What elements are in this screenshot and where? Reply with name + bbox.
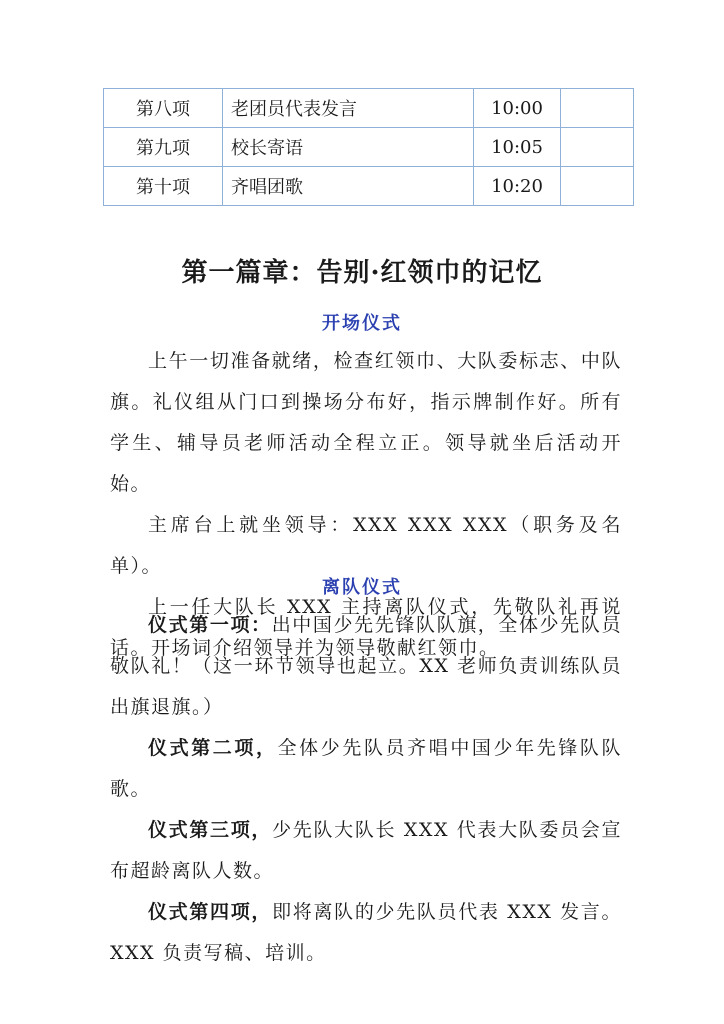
item-note-cell bbox=[561, 167, 634, 206]
ceremony-item-text: 全体少先队员齐唱中国少年先锋队队歌。 bbox=[110, 737, 622, 800]
table-row bbox=[104, 167, 634, 206]
table-row bbox=[104, 128, 634, 167]
ceremony-item bbox=[110, 605, 622, 728]
paragraph: 上一任大队长 XXX 主持离队仪式，先敬队礼再说话。开场词介绍领导并为领导敬献红领巾。 bbox=[110, 596, 622, 659]
item-time-cell: 10:00 bbox=[474, 89, 561, 128]
paragraph: 主席台上就坐领导：XXX XXX XXX（职务及名单）。 bbox=[110, 514, 622, 577]
section-title-opening: 开场仪式 bbox=[322, 313, 402, 334]
ceremony-item-lead: 仪式第一项： bbox=[148, 614, 272, 636]
table-row bbox=[104, 89, 634, 128]
ceremony-item-text: 少先队大队长 XXX 代表大队委员会宣布超龄离队人数。 bbox=[110, 819, 622, 882]
section-title-leaving: 离队仪式 bbox=[322, 577, 402, 598]
item-time-cell: 10:05 bbox=[474, 128, 561, 167]
item-number-cell: 第八项 bbox=[104, 89, 223, 128]
ceremony-item bbox=[110, 892, 622, 974]
item-name-cell: 老团员代表发言 bbox=[223, 89, 474, 128]
ceremony-item-lead: 仪式第三项， bbox=[148, 819, 273, 841]
ceremony-item-lead: 仪式第四项， bbox=[148, 901, 273, 923]
paragraph: 上午一切准备就绪，检查红领巾、大队委标志、中队旗。礼仪组从门口到操场分布好，指示牌制作好。所有学生、辅导员老师活动全程立正。领导就坐后活动开始。 bbox=[110, 350, 622, 495]
ceremony-item-text: 即将离队的少先队员代表 XXX 发言。XXX 负责写稿、培训。 bbox=[110, 901, 622, 964]
ceremony-item bbox=[110, 810, 622, 892]
item-number-cell: 第九项 bbox=[104, 128, 223, 167]
item-name-cell: 齐唱团歌 bbox=[223, 167, 474, 206]
ceremony-item bbox=[110, 728, 622, 810]
schedule-table bbox=[103, 88, 634, 206]
item-time-cell: 10:20 bbox=[474, 167, 561, 206]
item-note-cell bbox=[561, 128, 634, 167]
item-name-cell: 校长寄语 bbox=[223, 128, 474, 167]
chapter-title: 第一篇章：告别·红领巾的记忆 bbox=[181, 258, 543, 288]
ceremony-item-text: 出中国少先先锋队队旗，全体少先队员敬队礼！（这一环节领导也起立。XX 老师负责训练队员出旗退旗。） bbox=[110, 614, 622, 718]
item-number-cell: 第十项 bbox=[104, 167, 223, 206]
ceremony-item-lead: 仪式第二项， bbox=[148, 737, 278, 759]
section-body-leaving bbox=[110, 605, 622, 974]
item-note-cell bbox=[561, 89, 634, 128]
